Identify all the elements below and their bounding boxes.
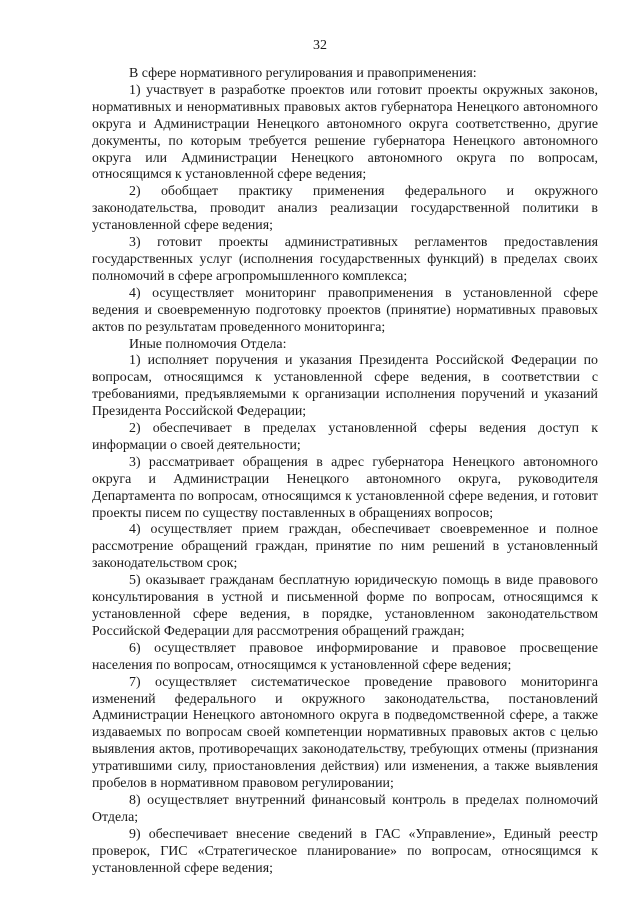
paragraph: 7) осуществляет систематическое проведение правового мониторинга изменений федерального и окружного законодательства, постановлений Администрации Ненецкого автономного округа в подведомственной сфере, а также издаваемых по вопросам своей компетенции нормативных правовых актов с целью выявления актов, противоречащих законодательству, требующих отмены (признания утратившими силу, приостановления действия) или изменения, а также выявления пробелов в нормативном правовом регулировании; xyxy=(92,674,598,792)
paragraph: 3) рассматривает обращения в адрес губернатора Ненецкого автономного округа и Администрации Ненецкого автономного округа, руководителя Департамента по вопросам, относящимся к установленной сфере ведения, и готовит проекты писем по существу поставленных в обращениях вопросов; xyxy=(92,454,598,521)
paragraph: 5) оказывает гражданам бесплатную юридическую помощь в виде правового консультирования в устной и письменной форме по вопросам, относящимся к установленной сфере ведения, в порядке, установленном законодательством Российской Федерации для рассмотрения обращений граждан; xyxy=(92,573,598,639)
paragraph: 4) осуществляет мониторинг правоприменения в установленной сфере ведения и своевременную подготовку проектов (принятие) нормативных правовых актов по результатам проведенного мониторинга; xyxy=(92,285,598,335)
paragraph: 1) участвует в разработке проектов или готовит проекты окружных законов, нормативных и ненормативных правовых актов губернатора Ненецкого автономного округа и Администрации Ненецкого автономного округа соответственно, другие документы, по которым требуется решение губернатора Ненецкого автономного округа или Администрации Ненецкого автономного округа по вопросам, относящимся к установленной сфере ведения; xyxy=(92,82,598,183)
paragraph: 2) обобщает практику применения федерального и окружного законодательства, проводит анализ реализации государственной политики в установленной сфере ведения; xyxy=(92,184,598,234)
section-heading-regulation: В сфере нормативного регулирования и правоприменения: xyxy=(129,66,477,81)
paragraph: 1) исполняет поручения и указания Президента Российской Федерации по вопросам, относящимся к установленной сфере ведения, в соответствии с требованиями, предъявляемыми к организации исполнения поручений и указаний Президента Российской Федерации; xyxy=(92,353,598,420)
page-number: 32 xyxy=(313,38,327,53)
document-body xyxy=(92,66,598,878)
paragraph: 8) осуществляет внутренний финансовый контроль в пределах полномочий Отдела; xyxy=(92,792,598,825)
paragraph: 3) готовит проекты административных регламентов предоставления государственных услуг (исполнения государственных функций) в пределах своих полномочий в сфере агропромышленного комплекса; xyxy=(92,235,598,284)
paragraph: 9) обеспечивает внесение сведений в ГАС «Управление», Единый реестр проверок, ГИС «Стратегическое планирование» по вопросам, относящимся к установленной сфере ведения; xyxy=(92,826,598,876)
section-heading-other-powers: Иные полномочия Отдела: xyxy=(129,336,287,352)
paragraph: 6) осуществляет правовое информирование и правовое просвещение населения по вопросам, относящимся к установленной сфере ведения; xyxy=(92,640,598,673)
paragraph: 2) обеспечивает в пределах установленной сферы ведения доступ к информации о своей деятельности; xyxy=(92,421,598,453)
paragraph: 4) осуществляет прием граждан, обеспечивает своевременное и полное рассмотрение обращений граждан, принятие по ним решений в установленный законодательством срок; xyxy=(92,522,598,572)
